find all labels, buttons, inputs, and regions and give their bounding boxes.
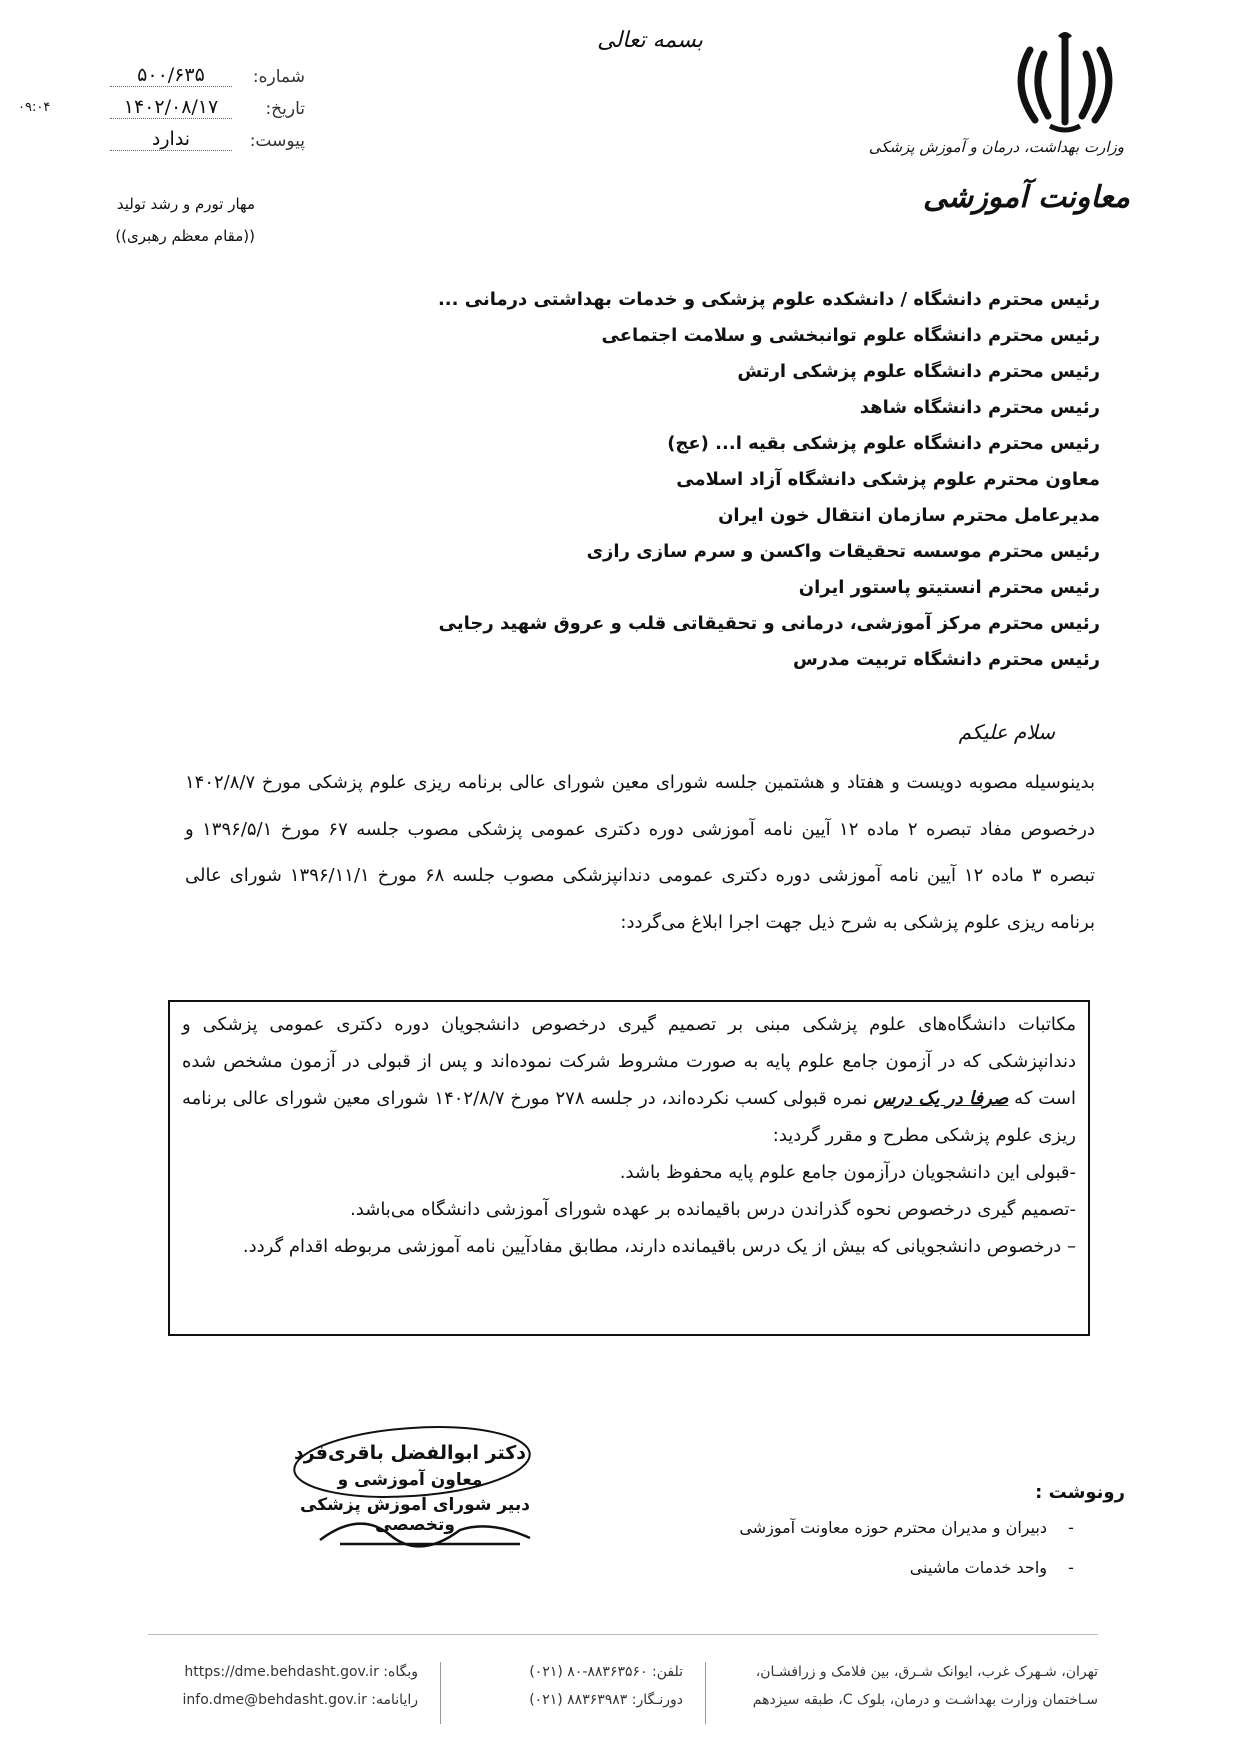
address-line: سـاختمان وزارت بهداشـت و درمان، بلوک C، طبقه سیزدهم [752,1692,1098,1708]
body-paragraph: بدینوسیله مصوبه دویست و هفتاد و هشتمین جلسه شورای معین شورای عالی برنامه ریزی علوم پزشکی مورخ ۱۴۰۲/۸/۷ درخصوص مفاد تبصره ۲ ماده ۱۲ آیین نامه آموزشی دوره دکتری عمومی پزشکی مصوب جلسه ۶۷ مورخ ۱۳۹۶/۵/۱ و تبصره ۳ ماده ۱۲ آیین نامه آموزشی دوره دکتری عمومی دندانپزشکی مصوب جلسه ۶۸ مورخ ۱۳۹۶/۱۱/۱ شورای عالی برنامه ریزی علوم پزشکی به شرح ذیل جهت اجرا ابلاغ می‌گردد: [185,772,1095,933]
cc-item [595,1508,1095,1548]
cc-list [595,1508,1095,1588]
ministry-name: وزارت بهداشت، درمان و آموزش پزشکی [868,138,1124,156]
footer-divider [148,1634,1098,1635]
footer-address [728,1658,1098,1728]
decision-emphasis: صرفا در یک درس [873,1088,1009,1109]
email-link[interactable]: info.dme@behdasht.gov.ir [182,1692,367,1708]
footer-web [148,1658,418,1728]
decision-intro-end: نمره قبولی کسب نکرده‌اند، در جلسه ۲۷۸ مورخ ۱۴۰۲/۸/۷ شورای معین شورای عالی برنامه ریزی علوم پزشکی مطرح و مقرر گردید: [182,1088,1076,1146]
number-label: شماره: [252,67,305,87]
meta-number-row [110,55,305,87]
fax-label: دورنـگار: [631,1692,683,1708]
recipient-item: رئیس محترم انستیتو پاستور ایران [798,577,1100,598]
slogan-line: مهار تورم و رشد تولید [116,195,255,213]
date-value: ۱۴۰۲/۰۸/۱۷ [110,96,232,119]
cc-item-text: دبیران و مدیران محترم حوزه معاونت آموزشی [739,1518,1047,1537]
recipient-item: رئیس محترم دانشگاه / دانشکده علوم پزشکی و خدمات بهداشتی درمانی ... [437,289,1100,310]
recipient-item: رئیس محترم دانشگاه شاهد [859,397,1100,418]
recipient-item: رئیس محترم دانشگاه علوم پزشکی ارتش [737,361,1100,382]
web-label: وبگاه: [383,1664,418,1680]
attachment-label: پیوست: [249,131,305,151]
email-label: رایانامه: [371,1692,418,1708]
phone-label: تلفن: [652,1664,683,1680]
handwritten-signature-icon [300,1500,560,1550]
side-time-stamp: ۰۹:۰۴ [18,100,51,115]
signatory-title-secondary: دبیر شورای آموزش پزشکی وتخصصی [300,1495,530,1535]
decision-item: -قبولی این دانشجویان درآزمون جامع علوم پایه محفوظ باشد. [619,1162,1076,1183]
phone-value: ۸۸۳۶۳۵۶۰-۸۰ (۰۲۱) [529,1664,648,1680]
footer-phones [463,1658,683,1728]
cc-item [595,1548,1095,1588]
date-label: تاریخ: [265,99,305,119]
website-link[interactable]: https://dme.behdasht.gov.ir [184,1664,379,1680]
recipients-list [400,282,1100,678]
decision-intro-start: مکاتبات دانشگاه‌های علوم پزشکی مبنی بر تصمیم گیری درخصوص دانشجویان دوره دکتری عمومی پزشکی و دندانپزشکی که در آزمون جامع علوم پایه به صورت مشروط شرکت نموده‌اند و پس از قبولی در آزمون مشخص شده است که [182,1014,1076,1109]
signatory-title: معاون آموزشی و [337,1470,483,1490]
attachment-value: ندارد [110,128,232,151]
decision-intro [182,1006,1076,1154]
cc-heading: رونوشت : [1035,1482,1125,1503]
footer-separator [705,1662,706,1724]
recipient-item: رئیس محترم دانشگاه علوم توانبخشی و سلامت اجتماعی [601,325,1100,346]
recipient-item: معاون محترم علوم پزشکی دانشگاه آزاد اسلامی [676,469,1100,490]
footer [148,1658,1098,1728]
meta-date-row [110,87,305,119]
recipient-item: رئیس محترم مرکز آموزشی، درمانی و تحقیقاتی قلب و عروق شهید رجایی [438,613,1100,634]
cc-bullet: - [1068,1518,1074,1537]
recipient-item: مدیرعامل محترم سازمان انتقال خون ایران [718,505,1100,526]
meta-attachment-row [110,119,305,151]
letter-meta [110,55,305,151]
deputy-name: معاونت آموزشی [923,180,1130,215]
address-line: تهران، شـهرک غرب، ایوانک شـرق، بین فلامک و زرافشـان، [755,1664,1098,1680]
slogan-attribution: ((مقام معظم رهبری)) [115,227,255,245]
iran-emblem-logo [1010,30,1120,140]
cc-item-text: واحد خدمات ماشینی [909,1558,1047,1577]
recipient-item: رئیس محترم دانشگاه علوم پزشکی بقیه ا... (عج) [667,433,1100,454]
footer-separator [440,1662,441,1724]
decision-item: – درخصوص دانشجویانی که بیش از یک درس باقیمانده دارند، مطابق مفادآیین نامه آموزشی مربوطه اقدام گردد. [242,1236,1076,1257]
bismillah-heading: بسمه تعالی [597,28,703,53]
cc-bullet: - [1068,1558,1074,1577]
decision-item: -تصمیم گیری درخصوص نحوه گذراندن درس باقیمانده بر عهده شورای آموزشی دانشگاه می‌باشد. [350,1199,1076,1220]
recipient-item: رئیس محترم دانشگاه تربیت مدرس [792,649,1100,670]
decision-box [168,1000,1090,1336]
slogan [100,188,255,252]
recipient-item: رئیس محترم موسسه تحقیقات واکسن و سرم سازی رازی [586,541,1100,562]
greeting: سلام علیکم [958,720,1055,744]
fax-value: ۸۸۳۶۳۹۸۳ (۰۲۱) [529,1692,628,1708]
number-value: ۵۰۰/۶۳۵ [110,64,232,87]
signatory-name: دکتر ابوالفضل باقری‌فرد [293,1442,527,1464]
